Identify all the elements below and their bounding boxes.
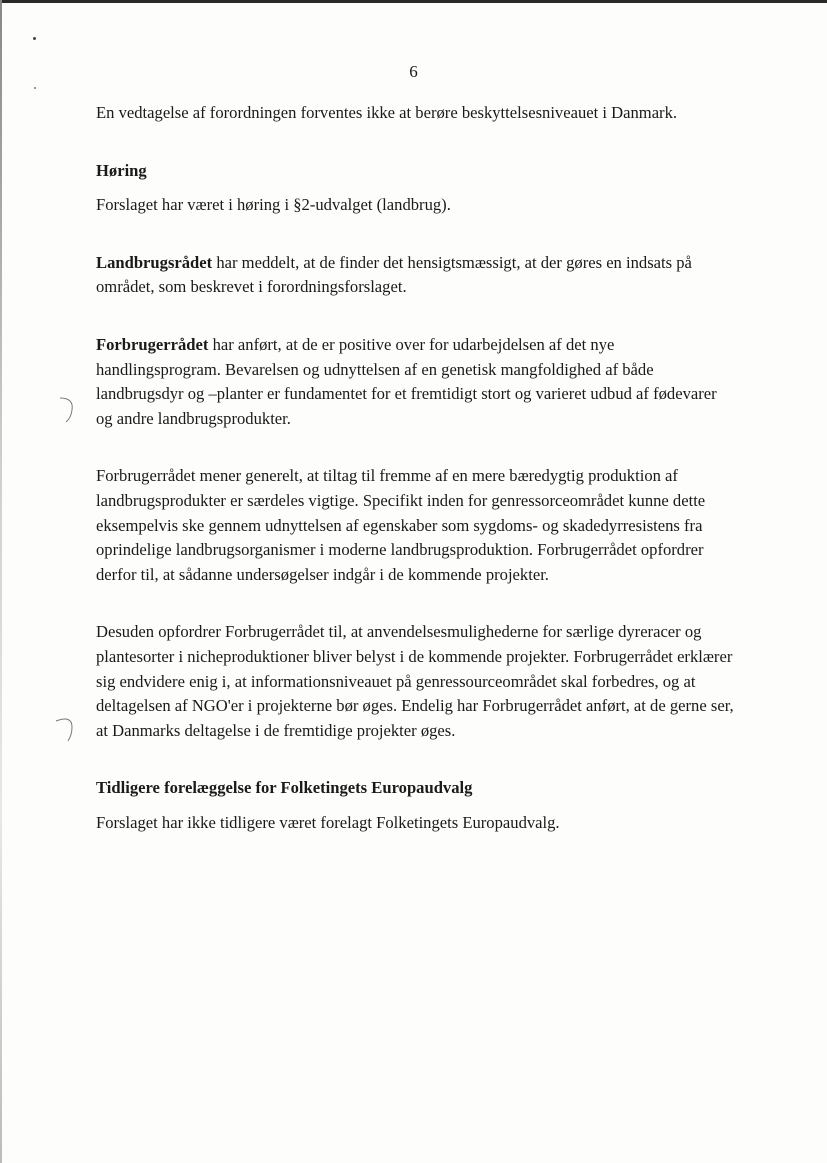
section-heading-hoering: Høring <box>96 160 147 180</box>
forbrugerraadet-paragraph <box>96 333 736 431</box>
spacer <box>96 801 736 811</box>
spacer <box>96 218 736 251</box>
forbrugerraadet-text: har anført, at de er positive over for udarbejdelsen af det nye handlingsprogram. Bevarelsen og udnyttelsen af en genetisk mangfoldighed af både landbrugsdyr og –planter er fundamentet for et fremtidigt stort og varieret udbud af fødevarer og andre landbrugsprodukter. <box>96 334 717 428</box>
section-heading-europaudvalg: Tidligere forelæggelse for Folketingets Europaudvalg <box>96 778 473 798</box>
scan-top-edge <box>0 0 827 3</box>
spacer <box>96 431 736 464</box>
intro-paragraph: En vedtagelse af forordningen forventes ikke at berøre beskyttelsesniveauet i Danmark. <box>96 103 678 122</box>
punch-hole-mark <box>58 394 80 424</box>
landbrugsraadet-text: har meddelt, at de finder det hensigtsmæssigt, at der gøres en indsats på området, som beskrevet i forordningsforslaget. <box>96 252 692 297</box>
punch-hole-mark <box>54 713 76 743</box>
landbrugsraadet-paragraph <box>96 251 736 300</box>
desuden-paragraph: Desuden opfordrer Forbrugerrådet til, at anvendelsesmulighederne for særlige dyreracer og plantesorter i nicheproduktioner bliver belyst i de kommende projekter. Forbrugerrådet erklærer sig endvidere enig i, at informationsniveauet på genressourceområdet skal forbedres, og at deltagelsen af NGO'er i projekterne bør øges. Endelig har Forbrugerrådet anført, at de gerne ser, at Danmarks deltagelse i de fremtidige projekter øges. <box>96 622 734 740</box>
document-body <box>96 101 736 835</box>
spacer <box>96 126 736 159</box>
scan-speck <box>33 37 36 40</box>
spacer <box>96 743 736 776</box>
scan-left-edge <box>0 0 2 1163</box>
scan-speck <box>34 87 36 89</box>
page-number: 6 <box>409 62 418 81</box>
spacer <box>96 300 736 333</box>
spacer <box>96 587 736 620</box>
spacer <box>96 183 736 193</box>
landbrugsraadet-lead: Landbrugsrådet <box>96 252 213 272</box>
europaudvalg-paragraph: Forslaget har ikke tidligere været forelagt Folketingets Europaudvalg. <box>96 812 560 832</box>
generelt-paragraph: Forbrugerrådet mener generelt, at tiltag til fremme af en mere bæredygtig produktion af landbrugsprodukter er særdeles vigtige. Specifikt inden for genressorceområdet kunne dette eksempelvis ske gennem udnyttelsen af egenskaber som sygdoms- og skadedyrresistens fra oprindelige landbrugsorganismer i moderne landbrugsproduktion. Forbrugerrådet opfordrer derfor til, at sådanne undersøgelser indgår i de kommende projekter. <box>96 466 706 584</box>
hoering-paragraph: Forslaget har været i høring i §2-udvalget (landbrug). <box>96 195 451 215</box>
forbrugerraadet-lead: Forbrugerrådet <box>96 334 209 354</box>
